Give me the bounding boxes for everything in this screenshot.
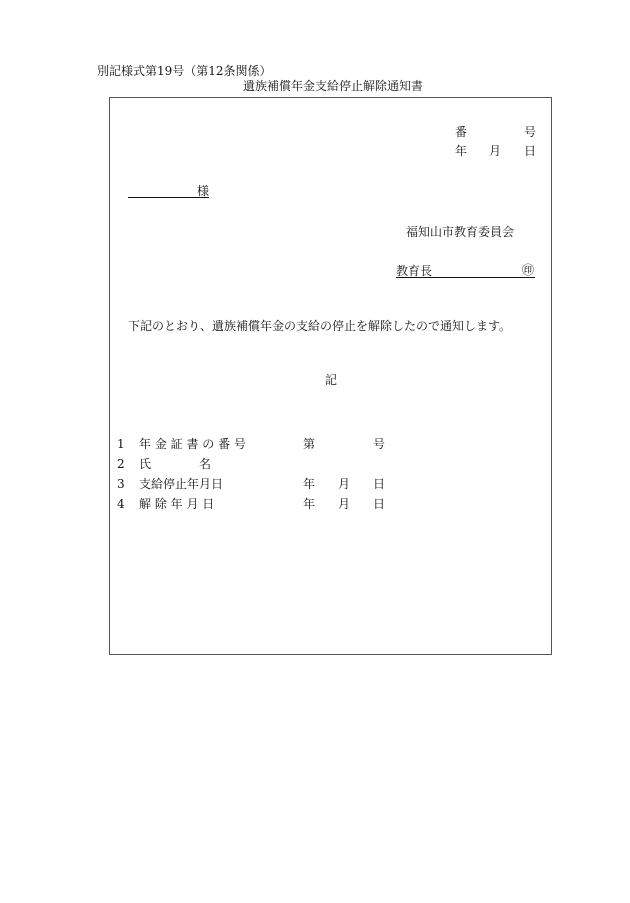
item-value-3: 日 [373,497,386,511]
item-number: 4 [117,497,125,511]
item-label: 年 金 証 書 の 番 号 [139,437,246,451]
addressee-suffix: 様 [197,184,210,198]
item-label: 支給停止年月日 [139,477,224,491]
seal-mark: ㊞ [522,263,535,277]
item-value-1: 年 [303,477,316,491]
issuer-title: 教育長 [396,264,433,278]
form-reference: 別記様式第19号（第12条関係） [97,64,272,78]
item-value-1: 年 [303,497,316,511]
item-value-1: 第 [303,437,316,451]
document-title: 遺族補償年金支給停止解除通知書 [243,79,424,93]
item-value-3: 号 [373,437,386,451]
body-text: 下記のとおり、遺族補償年金の支給の停止を解除したので通知します。 [128,319,512,333]
issuer-name-line [396,277,535,278]
item-label: 解 除 年 月 日 [139,497,215,511]
ki-heading: 記 [325,373,338,387]
number-suffix: 号 [524,125,537,139]
item-label: 氏 名 [139,457,212,471]
item-number: 1 [117,437,125,451]
date-month-label: 月 [489,144,502,158]
number-label: 番 [455,125,468,139]
item-value-3: 日 [373,477,386,491]
item-number: 3 [117,477,125,491]
issuer-organization: 福知山市教育委員会 [406,225,515,239]
item-number: 2 [117,457,125,471]
item-value-2: 月 [338,497,351,511]
date-year-label: 年 [455,144,468,158]
item-value-2: 月 [338,477,351,491]
date-day-label: 日 [524,144,537,158]
